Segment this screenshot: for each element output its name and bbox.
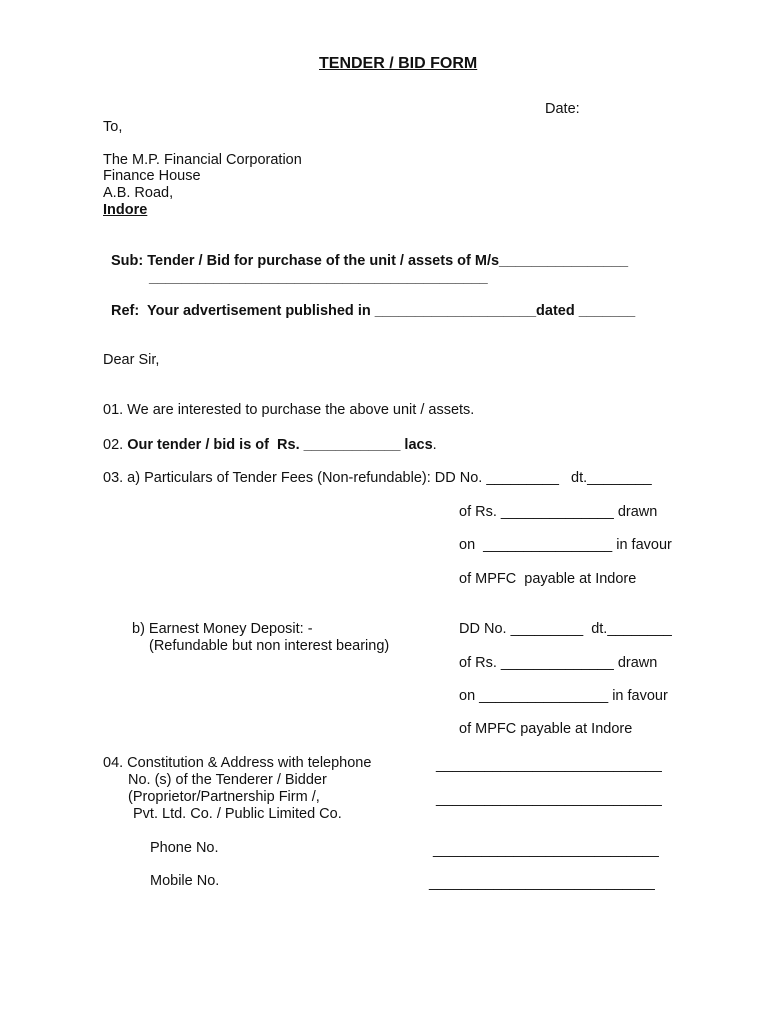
item-03b-amount: of Rs. ______________ drawn — [459, 655, 658, 671]
item-03b-payable: of MPFC payable at Indore — [459, 721, 633, 737]
phone-label: Phone No. — [150, 840, 219, 856]
item-03a-drawn-on: on ________________ in favour — [459, 537, 672, 553]
to-label: To, — [103, 119, 123, 135]
mobile-label: Mobile No. — [150, 873, 220, 889]
item-03a-payable: of MPFC payable at Indore — [459, 571, 637, 587]
item-02 — [103, 437, 437, 454]
subject-blank-line: __________________________________________ — [149, 270, 488, 286]
item-04-line: No. (s) of the Tenderer / Bidder — [128, 772, 327, 788]
address-line: A.B. Road, — [103, 185, 174, 201]
item-04-line: Pvt. Ltd. Co. / Public Limited Co. — [133, 806, 342, 822]
date-label: Date: — [545, 101, 580, 117]
item-03b-drawn-on: on ________________ in favour — [459, 688, 668, 704]
item-03a-label: 03. a) Particulars of Tender Fees (Non-refundable): DD No. _________ dt.________ — [103, 470, 652, 486]
item-02-end: . — [432, 437, 437, 453]
item-03b-dd: DD No. _________ dt.________ — [459, 621, 672, 637]
mobile-blank: ____________________________ — [429, 875, 655, 891]
form-title: TENDER / BID FORM — [319, 55, 478, 72]
item-01: 01. We are interested to purchase the above unit / assets. — [103, 402, 475, 418]
subject-line: Sub: Tender / Bid for purchase of the unit / assets of M/s________________ — [111, 253, 629, 269]
reference-line: Ref: Your advertisement published in ____________________dated _______ — [111, 303, 636, 319]
address-line: Finance House — [103, 168, 201, 184]
item-03b-label: b) Earnest Money Deposit: - — [132, 621, 313, 637]
item-02-number: 02. — [103, 437, 128, 453]
salutation: Dear Sir, — [103, 352, 160, 368]
item-04-line: (Proprietor/Partnership Firm /, — [128, 789, 320, 805]
address-blank: ____________________________ — [436, 791, 662, 807]
item-02-text: Our tender / bid is of Rs. ____________ lacs — [127, 437, 433, 453]
item-03b-subnote: (Refundable but non interest bearing) — [149, 638, 390, 654]
address-city: Indore — [103, 202, 148, 218]
address-line: The M.P. Financial Corporation — [103, 152, 302, 168]
phone-blank: ____________________________ — [433, 842, 659, 858]
item-03a-amount: of Rs. ______________ drawn — [459, 504, 658, 520]
item-04-line: 04. Constitution & Address with telephone — [103, 755, 372, 771]
address-blank: ____________________________ — [436, 757, 662, 773]
